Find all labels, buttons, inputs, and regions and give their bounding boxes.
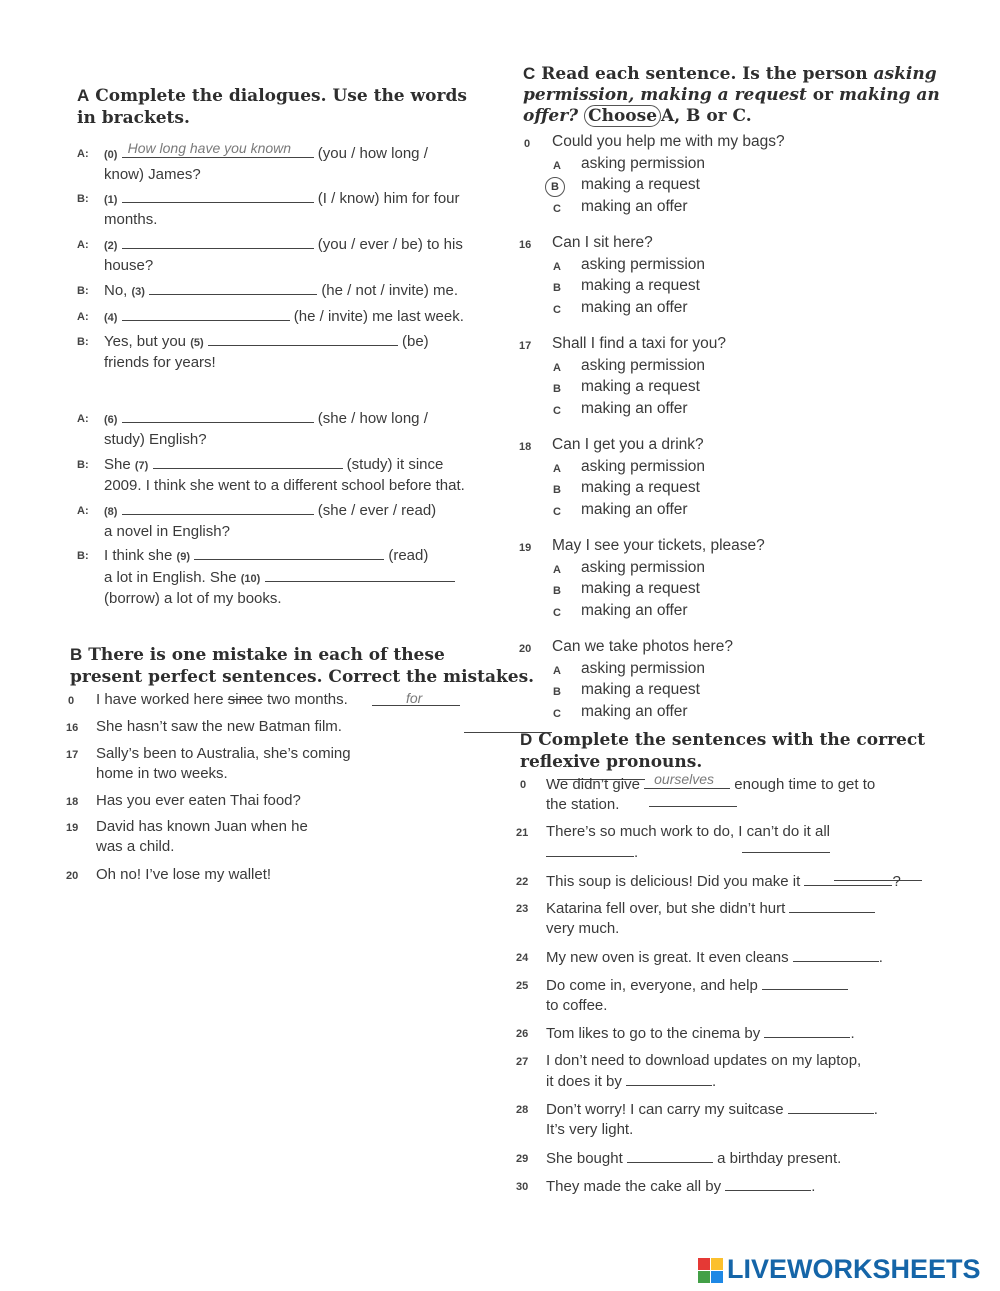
dialogue-line-3: No, (3) (he / not / invite) me. [104, 282, 459, 299]
option-letter[interactable]: B [553, 383, 561, 395]
b-sentence-18: Has you ever eaten Thai food? [96, 792, 301, 809]
option-text[interactable]: making a request [581, 378, 700, 395]
option-letter[interactable]: A [553, 160, 561, 172]
b-sentence-17: Sally’s been to Australia, she’s coming home in two weeks. [96, 745, 351, 782]
dialogue-line-4: (4) (he / invite) me last week. [104, 308, 464, 325]
option-letter[interactable]: C [553, 506, 561, 518]
option-text[interactable]: asking permission [581, 458, 706, 475]
item-number: 19 [519, 542, 532, 554]
item-number: 16 [519, 239, 532, 251]
option-letter[interactable]: B [553, 686, 561, 698]
answer-blank-6[interactable] [122, 408, 314, 423]
item-number: 17 [519, 340, 532, 352]
pronoun-blank-25[interactable] [762, 975, 848, 990]
question-text: Shall I find a taxi for you? [552, 335, 727, 352]
option-text[interactable]: making a request [581, 580, 700, 597]
question-text: Can I get you a drink? [552, 436, 704, 453]
option-text[interactable]: making an offer [581, 198, 688, 215]
item-number: 28 [516, 1104, 529, 1116]
dialogue-line-9: I think she (9) (read) a lot in English. She (10) (borrow) a lot of my books. [104, 545, 455, 609]
option-letter-circled[interactable]: B [545, 177, 565, 197]
speaker-label: A: [77, 148, 89, 160]
item-number: 23 [516, 903, 529, 915]
item-number: 30 [516, 1181, 529, 1193]
d-sentence-25: Do come in, everyone, and help to coffee. [546, 975, 848, 1016]
option-letter[interactable]: B [553, 484, 561, 496]
speaker-label: B: [77, 193, 89, 205]
d-sentence-28: Don’t worry! I can carry my suitcase . It’s very light. [546, 1101, 878, 1138]
item-number: 18 [519, 441, 532, 453]
item-number: 21 [516, 827, 529, 839]
answer-blank-10[interactable] [265, 567, 455, 582]
dialogue-line-2: (2) (you / ever / be) to his house? [104, 236, 463, 274]
item-number: 22 [516, 876, 529, 888]
b-sentence-20: Oh no! I’ve lose my wallet! [96, 866, 272, 883]
option-letter[interactable]: B [553, 585, 561, 597]
option-letter[interactable]: A [553, 362, 561, 374]
d-sentence-0: We didn’t give ourselves enough time to get to the station. [546, 771, 876, 813]
option-letter[interactable]: C [553, 203, 561, 215]
answer-blank-5[interactable] [208, 331, 398, 346]
answer-blank-1[interactable] [122, 188, 314, 203]
item-number: 27 [516, 1056, 529, 1068]
option-letter[interactable]: C [553, 708, 561, 720]
section-c-heading: C Read each sentence. Is the person asking permission, making a request or making an offer? Choose A, B or C. [523, 64, 940, 126]
dialogue-line-7: She (7) (study) it since 2009. I think she went to a different school before that. [104, 456, 465, 494]
liveworksheets-logo-icon [698, 1258, 724, 1284]
section-a-heading: A Complete the dialogues. Use the words in brackets. [77, 86, 467, 128]
section-d-heading: D Complete the sentences with the correct reflexive pronouns. [520, 730, 926, 772]
dialogue-line-0: (0) How long have you known (you / how long / know) James? [104, 140, 428, 183]
item-number: 0 [524, 138, 531, 150]
option-text[interactable]: asking permission [581, 660, 706, 677]
option-text[interactable]: making an offer [581, 501, 688, 518]
option-text[interactable]: asking permission [581, 256, 706, 273]
speaker-label: B: [77, 459, 89, 471]
answer-blank-0[interactable]: How long have you known [122, 143, 314, 158]
pronoun-blank-28[interactable] [788, 1099, 874, 1114]
item-number: 0 [68, 695, 75, 707]
pronoun-blank-26[interactable] [764, 1023, 850, 1038]
option-text[interactable]: making an offer [581, 400, 688, 417]
speaker-label: A: [77, 505, 89, 517]
d-sentence-22: This soup is delicious! Did you make it ? [546, 873, 901, 890]
d-sentence-27: I don’t need to download updates on my laptop, it does it by . [546, 1052, 862, 1090]
d-sentence-21: There’s so much work to do, I can’t do it all . [546, 823, 831, 861]
section-c-letter: C [523, 64, 536, 83]
question-text: Can we take photos here? [552, 638, 733, 655]
answer-blank-4[interactable] [122, 306, 290, 321]
answer-blank-2[interactable] [122, 234, 314, 249]
option-text[interactable]: making a request [581, 681, 700, 698]
option-letter[interactable]: A [553, 564, 561, 576]
b-sentence-16: She hasn’t saw the new Batman film. [96, 718, 342, 735]
pronoun-blank-23[interactable] [789, 898, 875, 913]
option-letter[interactable]: C [553, 304, 561, 316]
question-text: May I see your tickets, please? [552, 537, 765, 554]
pronoun-blank-30[interactable] [725, 1176, 811, 1191]
option-text[interactable]: making an offer [581, 703, 688, 720]
liveworksheets-logo: LIVEWORKSHEETS [727, 1254, 981, 1284]
option-letter[interactable]: B [553, 282, 561, 294]
option-text[interactable]: making a request [581, 176, 700, 193]
item-number: 29 [516, 1153, 529, 1165]
pronoun-blank-27[interactable] [626, 1071, 712, 1086]
pronoun-blank-21[interactable] [546, 842, 634, 857]
question-text: Can I sit here? [552, 234, 653, 251]
answer-blank-8[interactable] [122, 500, 314, 515]
option-letter[interactable]: A [553, 665, 561, 677]
item-number: 25 [516, 980, 529, 992]
speaker-label: A: [77, 311, 89, 323]
correction-blank-0[interactable]: for [372, 691, 460, 706]
section-b-letter: B [70, 645, 83, 664]
speaker-label: A: [77, 239, 89, 251]
item-number: 20 [519, 643, 532, 655]
option-text[interactable]: asking permission [581, 357, 706, 374]
dialogue-line-1: (1) (I / know) him for four months. [104, 190, 460, 228]
pronoun-blank-22[interactable] [804, 871, 892, 886]
dialogue-line-8: (8) (she / ever / read) a novel in English? [104, 502, 437, 540]
section-d-letter: D [520, 730, 533, 749]
d-sentence-23: Katarina fell over, but she didn’t hurt very much. [546, 898, 875, 939]
speaker-label: B: [77, 550, 89, 562]
d-sentence-26: Tom likes to go to the cinema by . [546, 1025, 855, 1042]
pronoun-blank-24[interactable] [793, 947, 879, 962]
b-sentence-19: David has known Juan when he was a child. [96, 818, 308, 855]
item-number: 0 [520, 779, 527, 791]
option-text[interactable]: asking permission [581, 559, 706, 576]
option-text[interactable]: making an offer [581, 602, 688, 619]
answer-blank-7[interactable] [153, 454, 343, 469]
option-text[interactable]: making a request [581, 277, 700, 294]
choose-circled-word: Choose [584, 105, 661, 127]
struck-word: since [227, 691, 263, 708]
b-sentence-0: I have worked here since two months. [96, 691, 348, 708]
d-sentence-24: My new oven is great. It even cleans . [546, 949, 883, 966]
answer-blank-9[interactable] [194, 545, 384, 560]
section-a-letter: A [77, 86, 90, 105]
speaker-label: B: [77, 285, 89, 297]
item-number: 24 [516, 952, 529, 964]
pronoun-blank-29[interactable] [627, 1148, 713, 1163]
speaker-label: B: [77, 336, 89, 348]
d-sentence-29: She bought a birthday present. [546, 1150, 842, 1167]
dialogue-line-5: Yes, but you (5) (be) friends for years! [104, 333, 429, 371]
pronoun-blank-0[interactable]: ourselves [644, 774, 730, 789]
option-letter[interactable]: C [553, 607, 561, 619]
item-number: 20 [66, 870, 79, 882]
question-text: Could you help me with my bags? [552, 133, 785, 150]
option-text[interactable]: making a request [581, 479, 700, 496]
item-number: 18 [66, 796, 79, 808]
option-letter[interactable]: C [553, 405, 561, 417]
item-number: 17 [66, 749, 79, 761]
item-number: 19 [66, 822, 79, 834]
d-sentence-30: They made the cake all by . [546, 1178, 816, 1195]
item-number: 16 [66, 722, 79, 734]
dialogue-line-6: (6) (she / how long / study) English? [104, 410, 428, 448]
item-number: 26 [516, 1028, 529, 1040]
option-text[interactable]: asking permission [581, 155, 706, 172]
option-letter[interactable]: A [553, 261, 561, 273]
option-text[interactable]: making an offer [581, 299, 688, 316]
option-letter[interactable]: A [553, 463, 561, 475]
answer-blank-3[interactable] [149, 280, 317, 295]
section-b-heading: B There is one mistake in each of these present perfect sentences. Correct the mistakes. [70, 645, 535, 687]
speaker-label: A: [77, 413, 89, 425]
